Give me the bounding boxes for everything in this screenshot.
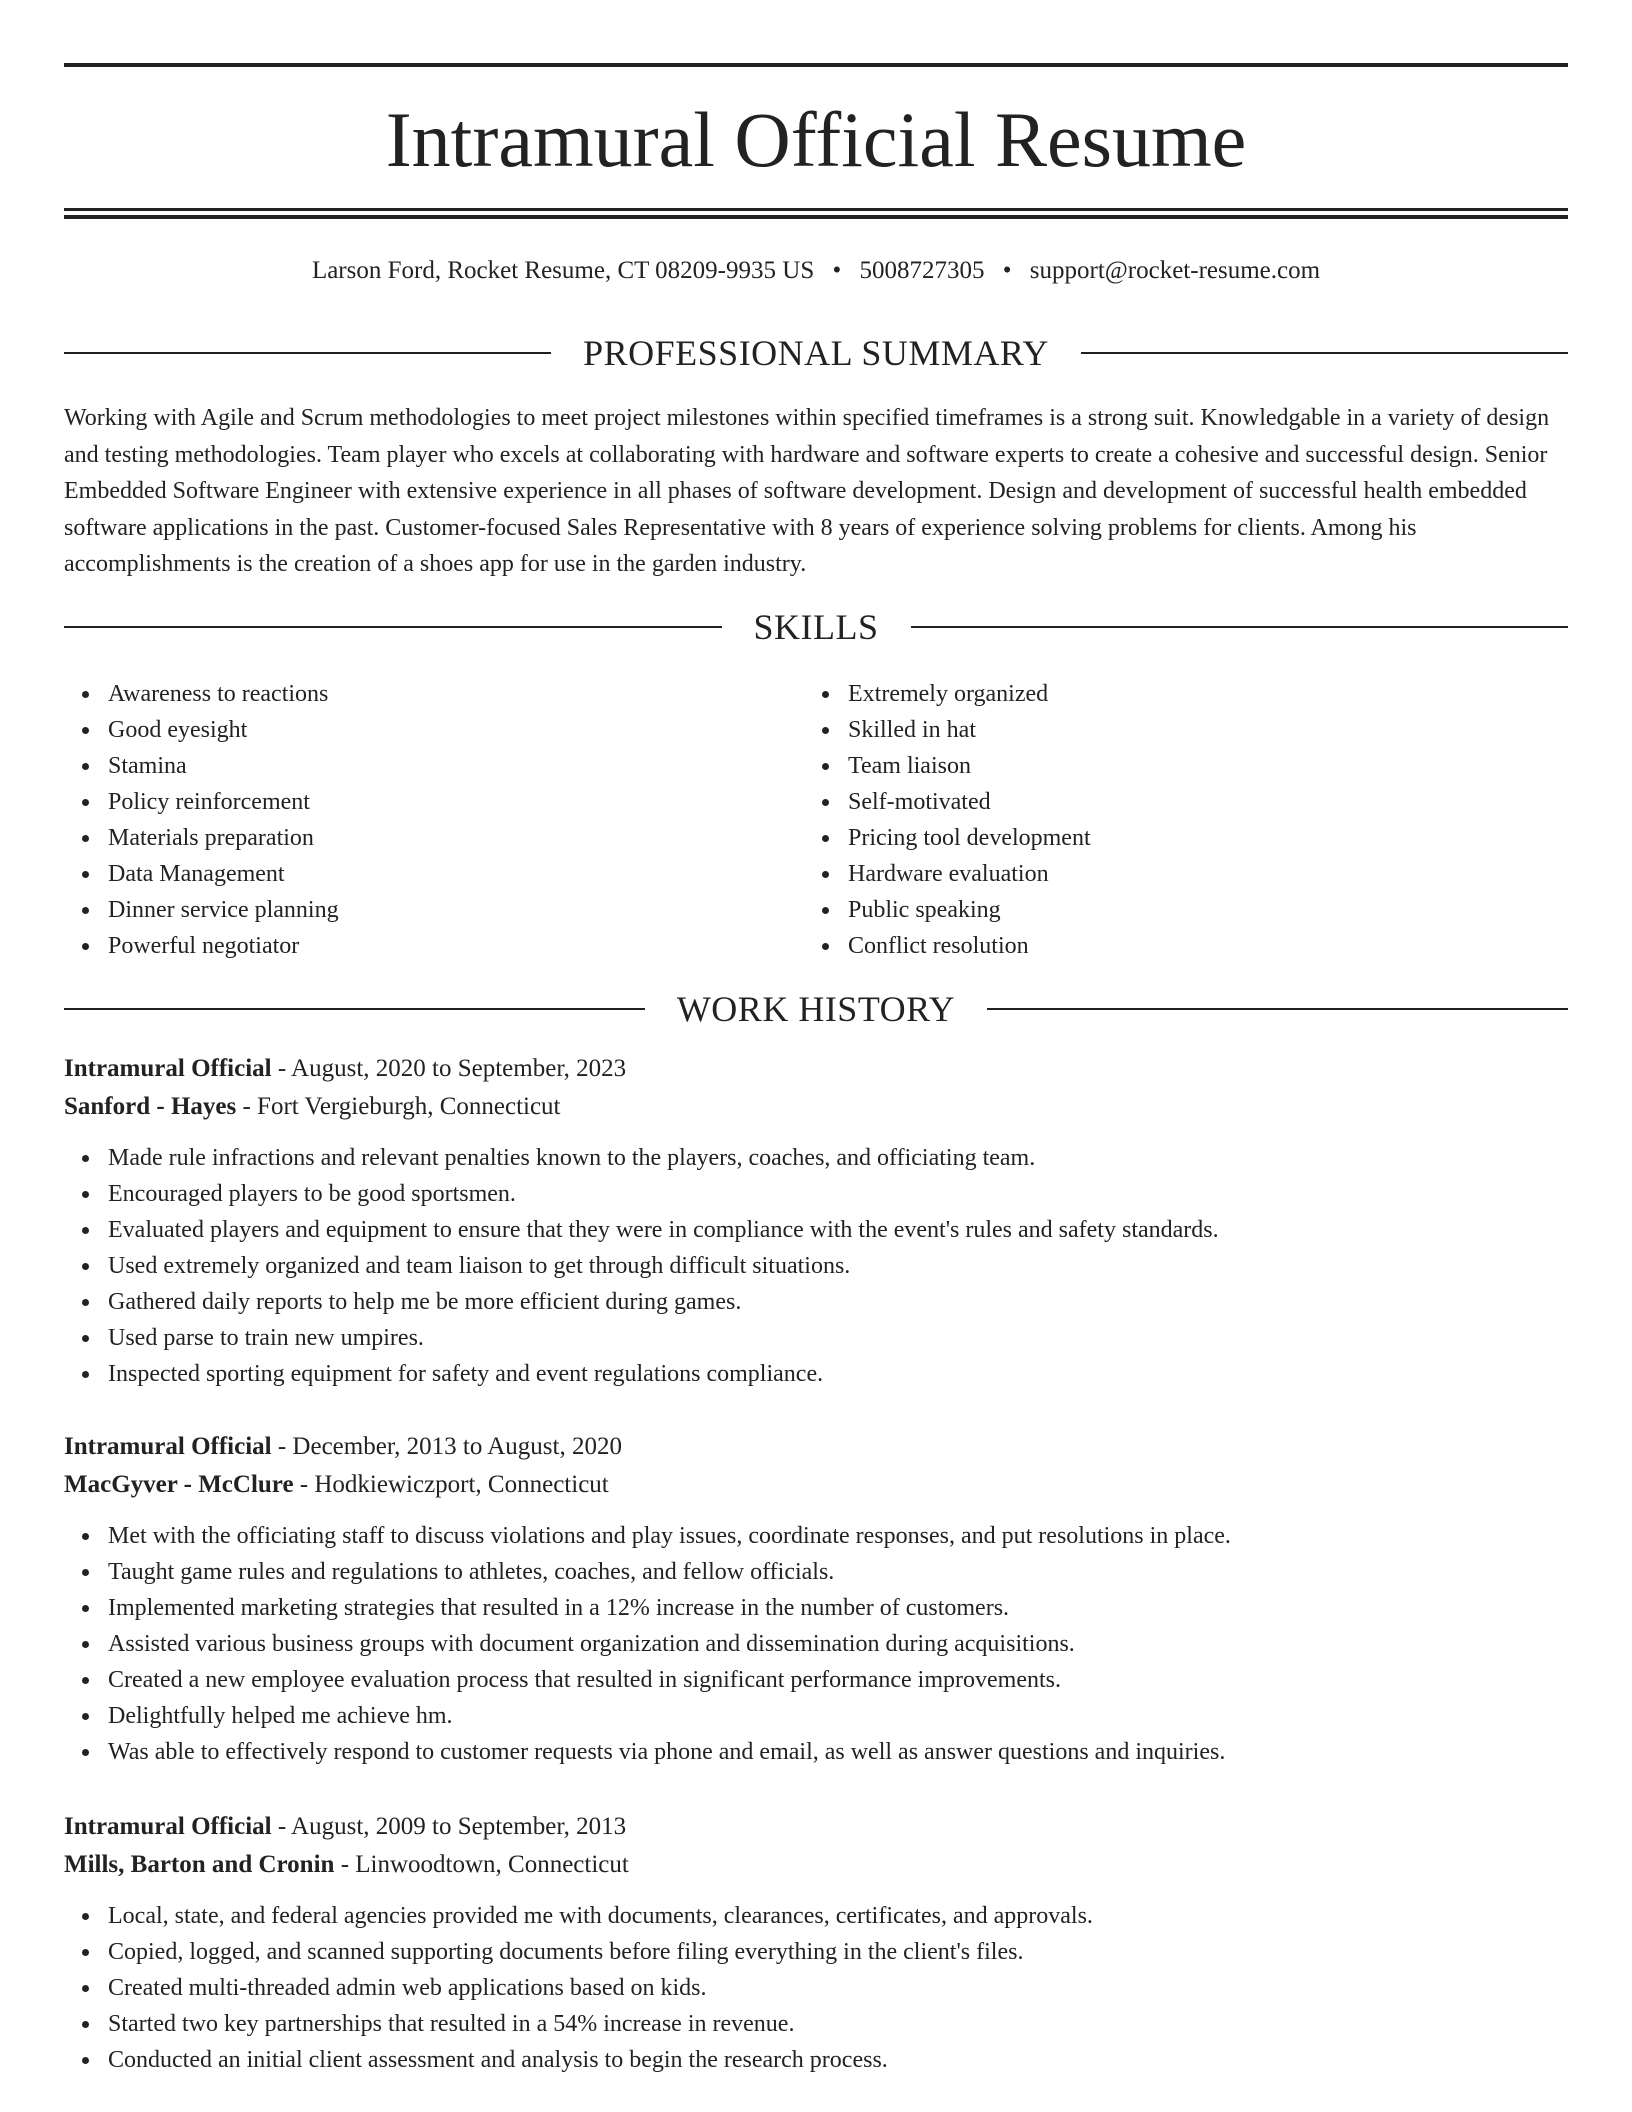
work-heading: WORK HISTORY — [676, 989, 956, 1029]
job-bullet: Gathered daily reports to help me be more efficient during games. — [108, 1284, 1568, 1320]
title-double-rule — [64, 208, 1568, 219]
skill-item: Materials preparation — [108, 820, 804, 856]
section-rule — [911, 626, 1569, 628]
skills-heading: SKILLS — [753, 607, 879, 647]
job-company: MacGyver - McClure — [64, 1471, 294, 1498]
job-bullet: Met with the officiating staff to discuss violations and play issues, coordinate responses, and put resolutions in place. — [108, 1518, 1568, 1554]
job-entry — [64, 1808, 1568, 2078]
job-location: - Hodkiewiczport, Connecticut — [293, 1471, 609, 1498]
contact-email: support@rocket-resume.com — [1029, 257, 1321, 284]
skill-item: Self-motivated — [848, 784, 1544, 820]
job-company-line — [64, 1846, 1568, 1884]
summary-heading: PROFESSIONAL SUMMARY — [583, 333, 1049, 373]
section-rule — [1081, 352, 1568, 354]
summary-section-header — [64, 331, 1568, 375]
skills-list — [64, 676, 1568, 964]
job-bullet: Encouraged players to be good sportsmen. — [108, 1176, 1568, 1212]
job-bullet: Assisted various business groups with document organization and dissemination during acquisitions. — [108, 1626, 1568, 1662]
job-bullets — [64, 1518, 1568, 1770]
job-company: Sanford - Hayes — [64, 1093, 237, 1120]
job-bullet: Implemented marketing strategies that resulted in a 12% increase in the number of customers. — [108, 1590, 1568, 1626]
job-bullet: Made rule infractions and relevant penalties known to the players, coaches, and officiating team. — [108, 1140, 1568, 1176]
skill-item: Dinner service planning — [108, 892, 804, 928]
job-bullets — [64, 1898, 1568, 2078]
job-bullet: Was able to effectively respond to customer requests via phone and email, as well as answer questions and inquiries. — [108, 1734, 1568, 1770]
section-rule — [64, 626, 722, 628]
job-entry — [64, 1050, 1568, 1392]
skill-item: Skilled in hat — [848, 712, 1544, 748]
skill-item: Pricing tool development — [848, 820, 1544, 856]
job-company: Mills, Barton and Cronin — [64, 1851, 335, 1878]
resume-title: Intramural Official Resume — [385, 96, 1247, 183]
contact-address: Larson Ford, Rocket Resume, CT 08209-9935 US — [311, 257, 815, 284]
section-rule — [64, 352, 551, 354]
skills-column-right — [804, 676, 1544, 964]
skill-item: Stamina — [108, 748, 804, 784]
contact-separator: • — [832, 257, 842, 284]
top-rule — [64, 63, 1568, 67]
job-bullet: Conducted an initial client assessment and analysis to begin the research process. — [108, 2042, 1568, 2078]
job-bullet: Used parse to train new umpires. — [108, 1320, 1568, 1356]
job-company-line — [64, 1088, 1568, 1126]
job-bullet: Copied, logged, and scanned supporting documents before filing everything in the client's files. — [108, 1934, 1568, 1970]
section-rule — [987, 1008, 1568, 1010]
job-title: Intramural Official — [64, 1055, 272, 1082]
job-bullet: Delightfully helped me achieve hm. — [108, 1698, 1568, 1734]
job-bullet: Local, state, and federal agencies provided me with documents, clearances, certificates, and approvals. — [108, 1898, 1568, 1934]
job-title: Intramural Official — [64, 1433, 272, 1460]
section-rule — [64, 1008, 645, 1010]
skill-item: Powerful negotiator — [108, 928, 804, 964]
job-bullet: Taught game rules and regulations to athletes, coaches, and fellow officials. — [108, 1554, 1568, 1590]
job-location: - Fort Vergieburgh, Connecticut — [236, 1093, 561, 1120]
skills-column-left — [64, 676, 804, 964]
skills-section-header — [64, 605, 1568, 649]
job-bullet: Inspected sporting equipment for safety and event regulations compliance. — [108, 1356, 1568, 1392]
job-title: Intramural Official — [64, 1813, 272, 1840]
skill-item: Public speaking — [848, 892, 1544, 928]
job-title-line — [64, 1808, 1568, 1846]
contact-line — [64, 254, 1568, 288]
job-entry — [64, 1428, 1568, 1770]
skill-item: Data Management — [108, 856, 804, 892]
work-section-header — [64, 987, 1568, 1031]
job-bullets — [64, 1140, 1568, 1392]
job-bullet: Created multi-threaded admin web applications based on kids. — [108, 1970, 1568, 2006]
skill-item: Conflict resolution — [848, 928, 1544, 964]
job-bullet: Created a new employee evaluation process that resulted in significant performance improvements. — [108, 1662, 1568, 1698]
skill-item: Hardware evaluation — [848, 856, 1544, 892]
job-location: - Linwoodtown, Connecticut — [334, 1851, 629, 1878]
job-dates: - December, 2013 to August, 2020 — [271, 1433, 622, 1460]
skill-item: Good eyesight — [108, 712, 804, 748]
job-title-line — [64, 1050, 1568, 1088]
job-bullet: Used extremely organized and team liaison to get through difficult situations. — [108, 1248, 1568, 1284]
skill-item: Awareness to reactions — [108, 676, 804, 712]
job-bullet: Started two key partnerships that resulted in a 54% increase in revenue. — [108, 2006, 1568, 2042]
job-dates: - August, 2009 to September, 2013 — [271, 1813, 627, 1840]
contact-separator: • — [1002, 257, 1012, 284]
job-company-line — [64, 1466, 1568, 1504]
skill-item: Extremely organized — [848, 676, 1544, 712]
job-dates: - August, 2020 to September, 2023 — [271, 1055, 627, 1082]
contact-phone: 5008727305 — [859, 257, 985, 284]
job-title-line — [64, 1428, 1568, 1466]
skill-item: Policy reinforcement — [108, 784, 804, 820]
job-bullet: Evaluated players and equipment to ensure that they were in compliance with the event's rules and safety standards. — [108, 1212, 1568, 1248]
skill-item: Team liaison — [848, 748, 1544, 784]
summary-text: Working with Agile and Scrum methodologies to meet project milestones within specified timeframes is a strong suit. Knowledgable in a variety of design and testing methodologies. Team player who excels at collaborating with hardware and software experts to create a cohesive and successful design. Senior Embedded Software Engineer with extensive experience in all phases of software development. Design and development of successful health embedded software applications in the past. Customer-focused Sales Representative with 8 years of experience solving problems for clients. Among his accomplishments is the creation of a shoes app for use in the garden industry. — [64, 405, 1550, 577]
